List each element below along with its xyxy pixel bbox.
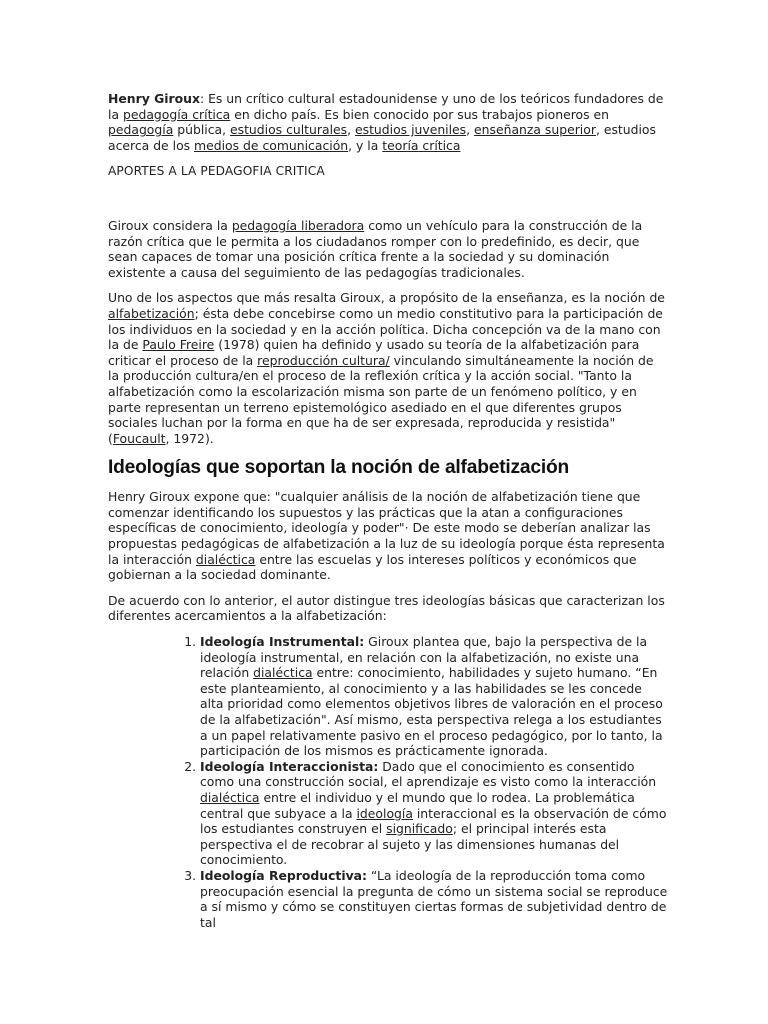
link-alfabetizacion[interactable]: alfabetización [108,305,195,321]
link-pedagogia-critica[interactable]: pedagogía crítica [122,106,231,122]
term-instrumental: Ideología Instrumental: [200,634,365,650]
link-reproduccion-cultural[interactable]: reproducción cultura/ [257,352,390,368]
paragraph-giroux-expone: Henry Giroux expone que: "cualquier análisis de la noción de alfabetización tiene que comenzar identificando los supuestos y las prácticas que la atan a configuraciones específicas de conocimiento, ideología y poder"· De este modo se deberían analizar las propuestas pedagógicas de alfabetización a la luz de su ideología porque ésta representa la interacción dialéctica entre las escuelas y los intereses políticos y económicos que gobiernan a la sociedad dominante. [108,489,665,583]
intro-paragraph: Henry Giroux: Es un crítico cultural estadounidense y uno de los teóricos fundadores de la pedagogía crítica en dicho país. Es bien conocido por sus trabajos pioneros en pedagogía pública, estudios culturales, estudios juveniles, enseñanza superior, estudios acerca de los medios de comunicación, y la teoría crítica [108,91,664,153]
link-foucault[interactable]: Foucault [112,430,166,446]
heading-ideologias: Ideologías que soportan la noción de alfabetización [108,457,570,479]
link-ensenanza-superior[interactable]: enseñanza superior [474,122,596,138]
paragraph-tres-ideologias: De acuerdo con lo anterior, el autor distingue tres ideologías básicas que caracterizan los diferentes acercamientos a la alfabetización: [108,592,665,624]
nationality: estadounidense [338,91,438,106]
link-estudios-juveniles[interactable]: estudios juveniles [355,122,467,138]
ideologies-list [108,634,668,930]
author-name: Henry Giroux [108,91,200,106]
paragraph-alfabetizacion: Uno de los aspectos que más resalta Giroux, a propósito de la enseñanza, es la noción de alfabetización; ésta debe concebirse como un medio constitutivo para la participación de los individuos en la sociedad y en la acción política. Dicha concepción va de la mano con la de Paulo Freire (1978) quien ha definido y usado su teoría de la alfabetización para criticar el proceso de la reproducción cultura/ vinculando simultáneamente la noción de la producción cultura/en el proceso de la reflexión crítica y la acción social. "Tanto la alfabetización como la escolarización misma son parte de un fenómeno político, y en parte representan un terreno epistemológico asediado en el que diferentes grupos sociales luchan por la forma en que ha de ser expresada, reproducida y resistida" (Foucault, 1972). [108,290,665,446]
link-dialectica[interactable]: dialéctica [200,789,260,805]
link-teoria-critica[interactable]: teoría crítica [382,137,461,153]
term-reproductiva: Ideología Reproductiva: [200,867,367,883]
list-item-interaccionista: 2. Ideología Interaccionista: Dado que el conocimiento es consentido como una construcción social, el aprendizaje es visto como la interacción dialéctica entre el individuo y el mundo que lo rodea. La problemática central que subyace a la ideología interaccional es la observación de cómo los estudiantes construyen el significado; el principal interés esta perspectiva el de recobrar al sujeto y las dimensiones humanas del conocimiento. [200,759,668,868]
list-item-instrumental: 1. Ideología Instrumental: Giroux plantea que, bajo la perspectiva de la ideología instrumental, en relación con la alfabetización, no existe una relación dialéctica entre: conocimiento, habilidades y sujeto humano. “En este planteamiento, al conocimiento y a las habilidades se les concede alta prioridad como elementos objetivos libres de valoración en el proceso de la alfabetización". Así mismo, esta perspectiva relega a los estudiantes a un papel relativamente pasivo en el proceso pedagógico, por lo tanto, la participación de los mismos es prácticamente ignorada. [200,634,668,759]
document-page [108,91,668,930]
term-interaccionista: Ideología Interaccionista: [200,758,379,774]
link-dialectica[interactable]: dialéctica [195,551,256,567]
link-pedagogia-liberadora[interactable]: pedagogía liberadora [231,217,365,233]
paragraph-pedagogia-liberadora: Giroux considera la pedagogía liberadora como un vehículo para la construcción de la razón crítica que le permita a los ciudadanos romper con lo predefinido, es decir, que sean capaces de tomar una posición crítica frente a la sociedad y su dominación existente a causa del seguimiento de las pedagogías tradicionales. [108,217,643,280]
link-pedagogia[interactable]: pedagogía [108,122,174,138]
link-ideologia[interactable]: ideología [356,805,413,821]
link-paulo-freire[interactable]: Paulo Freire [142,337,215,353]
link-medios-comunicacion[interactable]: medios de comunicación [194,137,349,153]
link-dialectica[interactable]: dialéctica [253,665,313,681]
link-estudios-culturales[interactable]: estudios culturales [230,122,348,138]
link-significado[interactable]: significado [386,821,453,837]
section-heading: APORTES A LA PEDAGOFIA CRITICA [108,164,325,179]
list-item-reproductiva: 3. Ideología Reproductiva: “La ideología de la reproducción toma como preocupación esencial la pregunta de cómo un sistema social se reproduce a sí mismo y cómo se constituyen ciertas formas de subjetividad dentro de tal [200,868,668,930]
